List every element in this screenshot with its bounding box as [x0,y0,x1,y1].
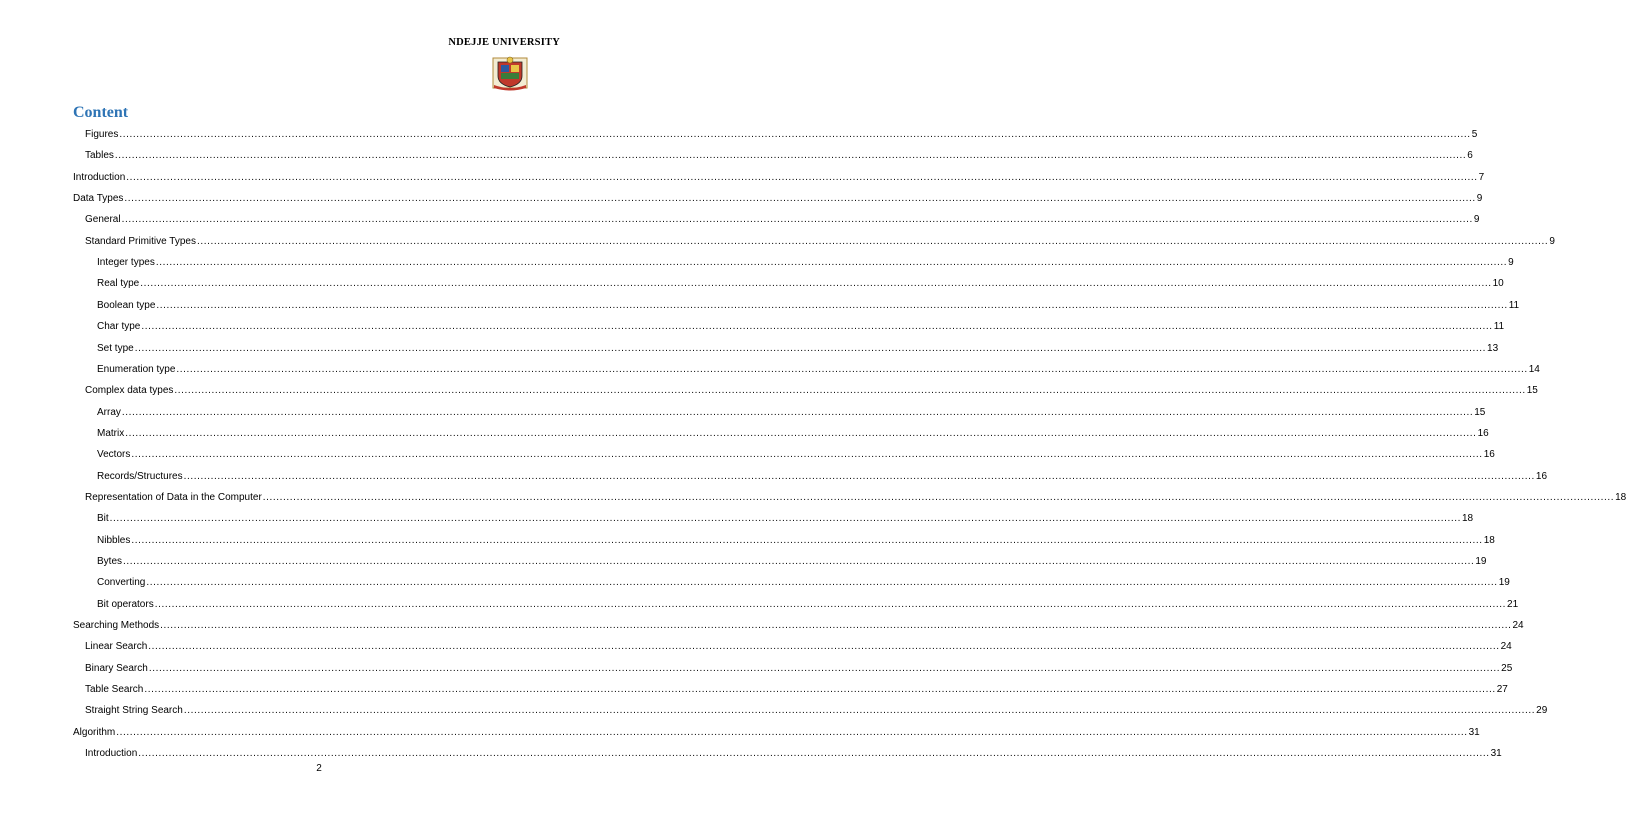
toc-entry-page: 24 [1500,641,1512,653]
toc-entry-page: 16 [1477,427,1489,439]
toc-entry-label: Nibbles [97,534,131,546]
toc-entry[interactable] [97,319,1505,333]
toc-entry-label: Data Types [73,193,124,205]
toc-dot-leader: ................................................................................................................................................................................................................................................................................................................................................................................................................ [148,662,1501,674]
toc-entry[interactable] [85,661,1513,675]
toc-dot-leader: ................................................................................................................................................................................................................................................................................................................................................................................................................ [183,470,1535,482]
toc-dot-leader: ................................................................................................................................................................................................................................................................................................................................................................................................................ [148,641,1500,653]
toc-dot-leader: ................................................................................................................................................................................................................................................................................................................................................................................................................ [116,726,1468,738]
toc-dot-leader: ................................................................................................................................................................................................................................................................................................................................................................................................................ [109,513,1461,525]
toc-entry-label: Straight String Search [85,705,183,717]
toc-dot-leader: ................................................................................................................................................................................................................................................................................................................................................................................................................ [134,342,1487,354]
toc-entry[interactable] [85,682,1508,696]
toc-entry-page: 15 [1526,385,1538,397]
toc-entry-label: Representation of Data in the Computer [85,491,262,503]
toc-entry-page: 21 [1507,598,1519,610]
toc-entry-page: 29 [1536,705,1548,717]
toc-dot-leader: ................................................................................................................................................................................................................................................................................................................................................................................................................ [123,556,1475,567]
toc-entry[interactable] [97,554,1487,568]
toc-entry-page: 9 [1476,193,1483,205]
toc-entry-label: Records/Structures [97,470,183,482]
toc-entry-page: 19 [1475,556,1487,567]
toc-dot-leader: ................................................................................................................................................................................................................................................................................................................................................................................................................ [140,278,1492,290]
toc-entry-label: Enumeration type [97,363,176,375]
toc-entry[interactable] [97,575,1510,589]
toc-entry-label: Standard Primitive Types [85,235,196,247]
toc-entry-page: 11 [1493,321,1505,333]
toc-entry-label: Table Search [85,684,144,696]
toc-entry[interactable] [97,405,1486,419]
toc-dot-leader: ................................................................................................................................................................................................................................................................................................................................................................................................................ [131,449,1483,461]
toc-entry-page: 18 [1615,491,1626,503]
toc-entry[interactable] [85,127,1478,141]
toc-entry-label: Integer types [97,257,155,269]
toc-dot-leader: ................................................................................................................................................................................................................................................................................................................................................................................................................ [126,171,1478,183]
toc-entry-label: Tables [85,150,114,162]
toc-entry-label: Vectors [97,449,131,461]
toc-dot-leader: ................................................................................................................................................................................................................................................................................................................................................................................................................ [131,534,1483,546]
toc-entry-page: 25 [1501,662,1513,674]
toc-dot-leader: ................................................................................................................................................................................................................................................................................................................................................................................................................ [121,214,1473,226]
toc-entry-label: Bit [97,513,109,525]
toc-entry-label: General [85,214,121,226]
university-header: NDEJJE UNIVERSITY [448,37,560,48]
toc-entry-label: Complex data types [85,385,174,397]
toc-entry-label: Binary Search [85,662,148,674]
toc-entry-page: 31 [1490,748,1502,760]
toc-entry[interactable] [97,276,1504,290]
toc-entry-label: Array [97,406,121,418]
toc-title: Content [73,104,129,121]
toc-dot-leader: ................................................................................................................................................................................................................................................................................................................................................................................................................ [155,257,1508,269]
toc-dot-leader: ................................................................................................................................................................................................................................................................................................................................................................................................................ [146,577,1498,589]
toc-entry[interactable] [73,191,1483,205]
toc-dot-leader: ................................................................................................................................................................................................................................................................................................................................................................................................................ [156,299,1508,311]
toc-entry[interactable] [85,490,1626,504]
toc-entry[interactable] [85,148,1473,162]
toc-dot-leader: ................................................................................................................................................................................................................................................................................................................................................................................................................ [262,491,1615,503]
toc-dot-leader: ................................................................................................................................................................................................................................................................................................................................................................................................................ [121,406,1474,418]
toc-entry[interactable] [97,255,1514,269]
toc-entry-label: Real type [97,278,140,290]
toc-entry-page: 7 [1478,171,1485,183]
toc-entry-page: 15 [1474,406,1486,418]
toc-entry-label: Char type [97,321,141,333]
toc-entry-page: 18 [1483,534,1495,546]
toc-dot-leader: ................................................................................................................................................................................................................................................................................................................................................................................................................ [138,748,1490,760]
toc-entry[interactable] [85,746,1502,760]
toc-entry[interactable] [97,341,1499,355]
toc-entry-page: 16 [1483,449,1495,461]
toc-entry-page: 16 [1535,470,1548,482]
toc-entry-page: 14 [1528,363,1540,375]
toc-entry-page: 9 [1508,257,1514,269]
toc-dot-leader: ................................................................................................................................................................................................................................................................................................................................................................................................................ [141,321,1493,333]
toc-entry[interactable] [73,725,1480,739]
toc-entry-page: 13 [1487,342,1499,354]
toc-entry[interactable] [73,618,1524,632]
toc-entry[interactable] [73,170,1485,184]
toc-entry[interactable] [85,234,1555,248]
toc-dot-leader: ................................................................................................................................................................................................................................................................................................................................................................................................................ [174,385,1526,397]
toc-entry-label: Boolean type [97,299,156,311]
toc-entry-page: 6 [1467,150,1473,162]
toc-dot-leader: ................................................................................................................................................................................................................................................................................................................................................................................................................ [125,427,1477,439]
toc-dot-leader: ................................................................................................................................................................................................................................................................................................................................................................................................................ [144,684,1496,696]
toc-entry-page: 27 [1496,684,1508,696]
toc-entry[interactable] [97,362,1540,376]
toc-entry-label: Introduction [85,748,138,760]
toc-entry[interactable] [85,383,1538,397]
toc-entry-label: Introduction [73,171,126,183]
toc-entry[interactable] [85,703,1548,717]
toc-entry[interactable] [85,212,1480,226]
toc-entry[interactable] [97,447,1495,461]
toc-entry[interactable] [97,597,1519,611]
toc-entry[interactable] [97,298,1520,312]
toc-dot-leader: ................................................................................................................................................................................................................................................................................................................................................................................................................ [176,363,1528,375]
toc-entry-label: Bit operators [97,598,154,610]
toc-entry-label: Algorithm [73,726,116,738]
toc-entry[interactable] [97,533,1495,547]
toc-entry[interactable] [97,511,1474,525]
toc-entry[interactable] [85,639,1512,653]
toc-entry-page: 18 [1462,513,1474,525]
toc-dot-leader: ................................................................................................................................................................................................................................................................................................................................................................................................................ [196,235,1549,247]
page-number: 2 [316,763,322,774]
toc-entry-label: Converting [97,577,146,589]
toc-dot-leader: ................................................................................................................................................................................................................................................................................................................................................................................................................ [119,129,1471,140]
toc-entry-page: 11 [1508,299,1520,311]
toc-entry-label: Matrix [97,427,125,439]
university-crest-logo [490,52,530,92]
toc-dot-leader: ................................................................................................................................................................................................................................................................................................................................................................................................................ [160,620,1512,632]
toc-entry-label: Searching Methods [73,620,160,632]
toc-entry-page: 10 [1492,278,1504,290]
toc-entry-page: 19 [1498,577,1510,589]
toc-entry-label: Figures [85,129,119,140]
toc-entry-label: Linear Search [85,641,148,653]
toc-entry-label: Bytes [97,556,123,567]
toc-entry-page: 31 [1468,726,1480,738]
toc-dot-leader: ................................................................................................................................................................................................................................................................................................................................................................................................................ [114,150,1467,162]
toc-entry-page: 5 [1471,129,1478,140]
toc-entry-page: 9 [1549,235,1555,247]
toc-entry[interactable] [97,469,1548,483]
toc-entry[interactable] [97,426,1489,440]
toc-entry-page: 9 [1473,214,1480,226]
toc-entry-page: 24 [1512,620,1524,632]
toc-dot-leader: ................................................................................................................................................................................................................................................................................................................................................................................................................ [124,193,1476,205]
toc-entry-label: Set type [97,342,134,354]
toc-dot-leader: ................................................................................................................................................................................................................................................................................................................................................................................................................ [183,705,1536,717]
toc-dot-leader: ................................................................................................................................................................................................................................................................................................................................................................................................................ [154,598,1507,610]
